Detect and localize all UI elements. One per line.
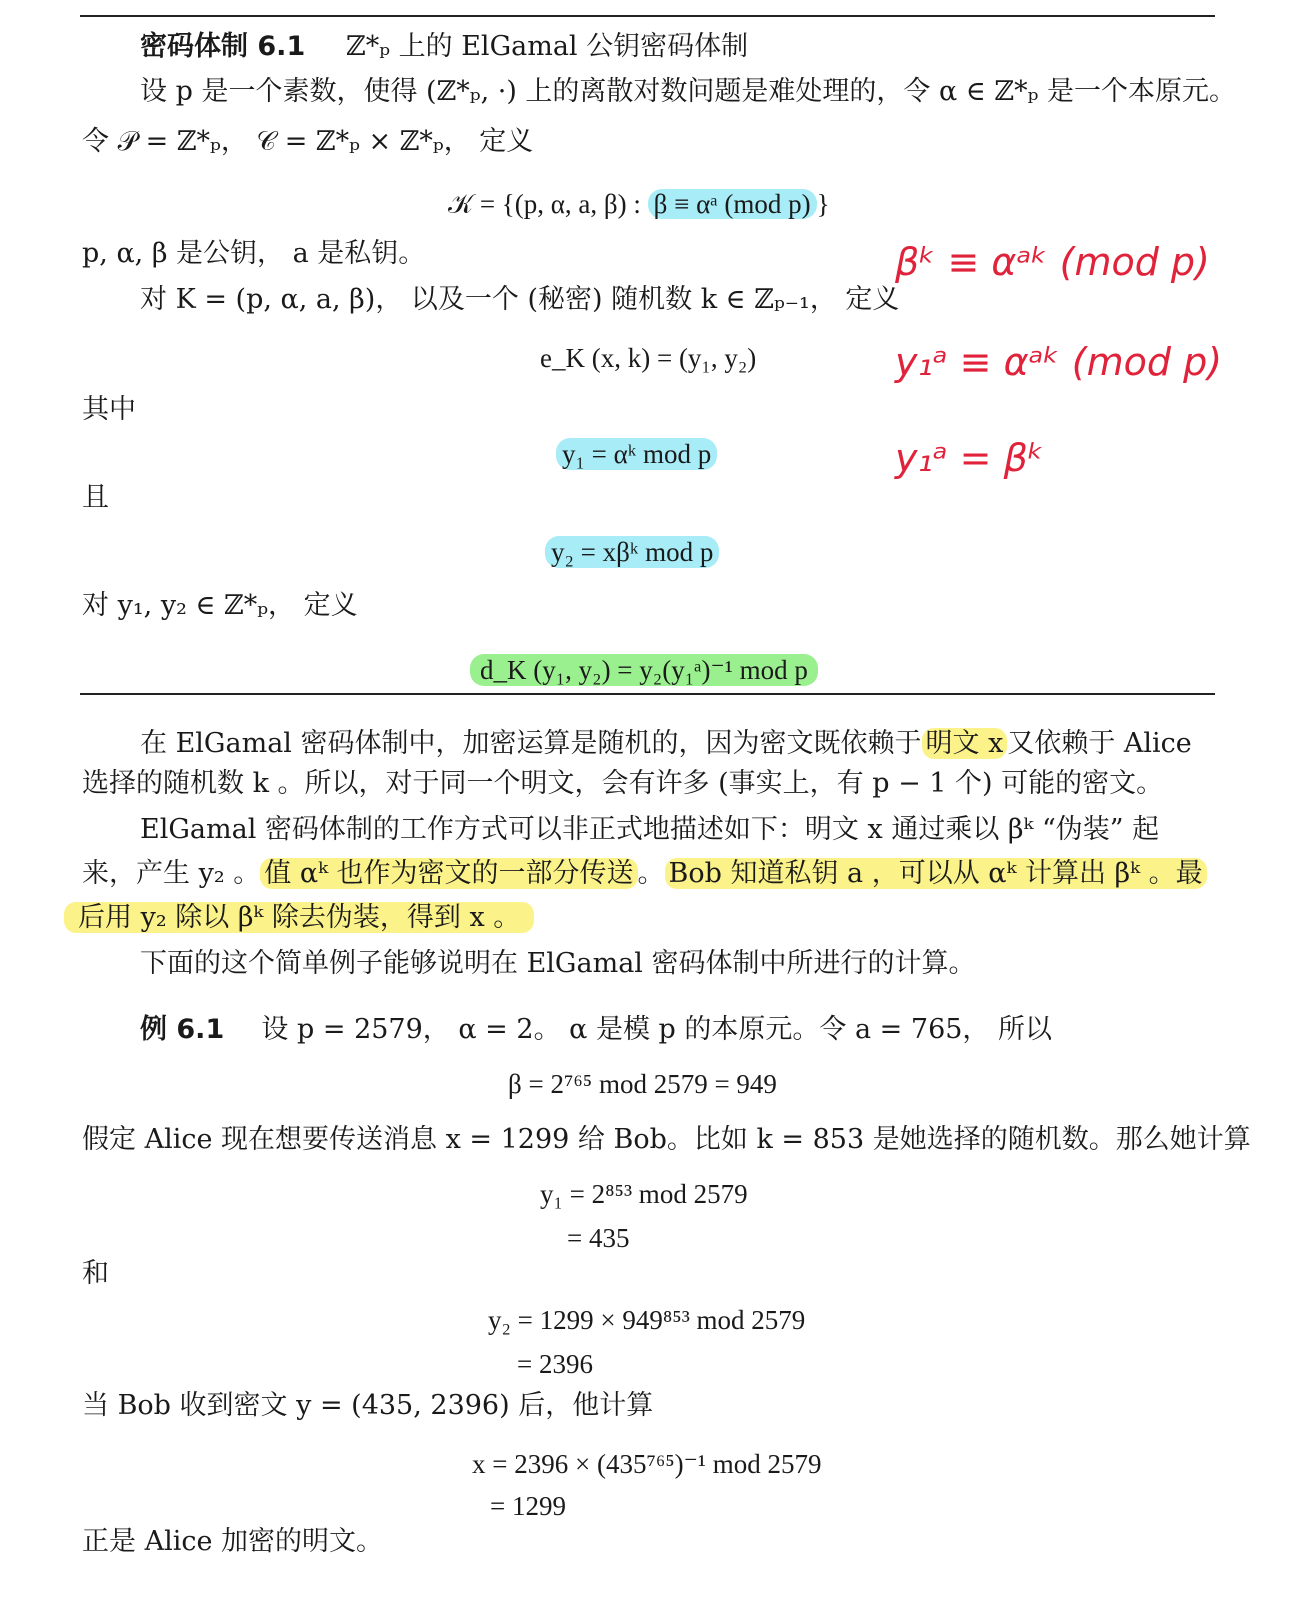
para-2-line-3 (64, 902, 534, 934)
para-1-text-b: 又依赖于 Alice (1007, 728, 1192, 759)
y1-eq-highlight: y₁ = αᵏ mod p (556, 438, 717, 470)
keyspace-suffix: } (816, 189, 830, 219)
alice-line: 假定 Alice 现在想要传送消息 x = 1299 给 Bob。比如 k = 853 是她选择的随机数。那么她计算 (82, 1124, 1251, 1155)
box-title-label: 密码体制 6.1 (140, 31, 306, 62)
where-label: 其中 (82, 394, 136, 425)
box-top-rule (80, 15, 1215, 17)
box-title (140, 24, 748, 63)
enc-eq: e_K (x, k) = (y₁, y₂) (540, 343, 757, 373)
para-2-highlight-1: 值 αᵏ 也作为密文的一部分传送 (260, 858, 637, 889)
keyspace-cond-highlight: β ≡ αᵃ (mod p) (648, 189, 817, 219)
handwritten-note-2: y₁ᵃ ≡ αᵃᵏ (mod p) (895, 340, 1223, 384)
para-1-line-1 (140, 728, 1192, 760)
example-label: 例 6.1 (140, 1014, 225, 1045)
keyspace-eq (448, 188, 830, 220)
box-line-3: p, α, β 是公钥， a 是私钥。 (82, 238, 426, 269)
para-2-highlight-3: 后用 y₂ 除以 βᵏ 除去伪装，得到 x 。 (64, 902, 534, 933)
y2-eq-highlight: y₂ = xβᵏ mod p (545, 536, 719, 568)
y1-calc: y₁ = 2⁸⁵³ mod 2579 (540, 1179, 748, 1209)
beta-eq: β = 2⁷⁶⁵ mod 2579 = 949 (508, 1069, 777, 1099)
keyspace-prefix: 𝒦 = {(p, α, a, β) : (448, 189, 648, 219)
x-result: = 1299 (490, 1491, 566, 1521)
box-title-text: ℤ*ₚ 上的 ElGamal 公钥密码体制 (346, 31, 749, 62)
para-1-text-a: 在 ElGamal 密码体制中，加密运算是随机的，因为密文既依赖于 (140, 728, 922, 759)
para-2-line-2 (82, 858, 1207, 890)
final-line: 正是 Alice 加密的明文。 (82, 1526, 384, 1557)
bob-line: 当 Bob 收到密文 y = (435, 2396) 后，他计算 (82, 1390, 654, 1421)
handwritten-note-3: y₁ᵃ = βᵏ (895, 436, 1045, 480)
dec-eq-highlight: d_K (y₁, y₂) = y₂(y₁ᵃ)⁻¹ mod p (470, 654, 818, 686)
example-line (140, 1014, 1052, 1046)
and-label: 且 (82, 482, 109, 513)
para-2-text-a: 来，产生 y₂ 。 (82, 858, 261, 889)
para-1-line-2: 选择的随机数 k 。所以，对于同一个明文，会有许多 (事实上，有 p − 1 个) 可能的密文。 (82, 768, 1164, 799)
box-bottom-rule (80, 693, 1215, 695)
box-line-1: 设 p 是一个素数，使得 (ℤ*ₚ, ·) 上的离散对数问题是难处理的，令 α ∈ ℤ*ₚ 是一个本原元。 (140, 76, 1236, 107)
para-2-text-b: 。 (637, 858, 665, 889)
y2-calc: y₂ = 1299 × 949⁸⁵³ mod 2579 (488, 1305, 806, 1335)
plaintext-highlight: 明文 x (922, 728, 1008, 759)
x-calc: x = 2396 × (435⁷⁶⁵)⁻¹ mod 2579 (472, 1449, 822, 1479)
box-line-5: 对 y₁, y₂ ∈ ℤ*ₚ， 定义 (82, 590, 358, 621)
y2-result: = 2396 (517, 1349, 593, 1379)
box-line-4: 对 K = (p, α, a, β)， 以及一个 (秘密) 随机数 k ∈ ℤₚ₋₁， 定义 (140, 284, 900, 315)
para-2-line-1: ElGamal 密码体制的工作方式可以非正式地描述如下：明文 x 通过乘以 βᵏ “伪装” 起 (140, 814, 1160, 845)
example-text: 设 p = 2579， α = 2。 α 是模 p 的本原元。令 a = 765， 所以 (261, 1014, 1053, 1045)
box-line-2: 令 𝒫 = ℤ*ₚ， 𝒞 = ℤ*ₚ × ℤ*ₚ， 定义 (82, 126, 534, 157)
para-2-highlight-2: Bob 知道私钥 a ，可以从 αᵏ 计算出 βᵏ 。最 (665, 858, 1207, 889)
handwritten-note-1: βᵏ ≡ αᵃᵏ (mod p) (895, 240, 1210, 284)
he-label: 和 (82, 1258, 109, 1289)
y1-result: = 435 (567, 1223, 630, 1253)
para-3: 下面的这个简单例子能够说明在 ElGamal 密码体制中所进行的计算。 (140, 948, 976, 979)
